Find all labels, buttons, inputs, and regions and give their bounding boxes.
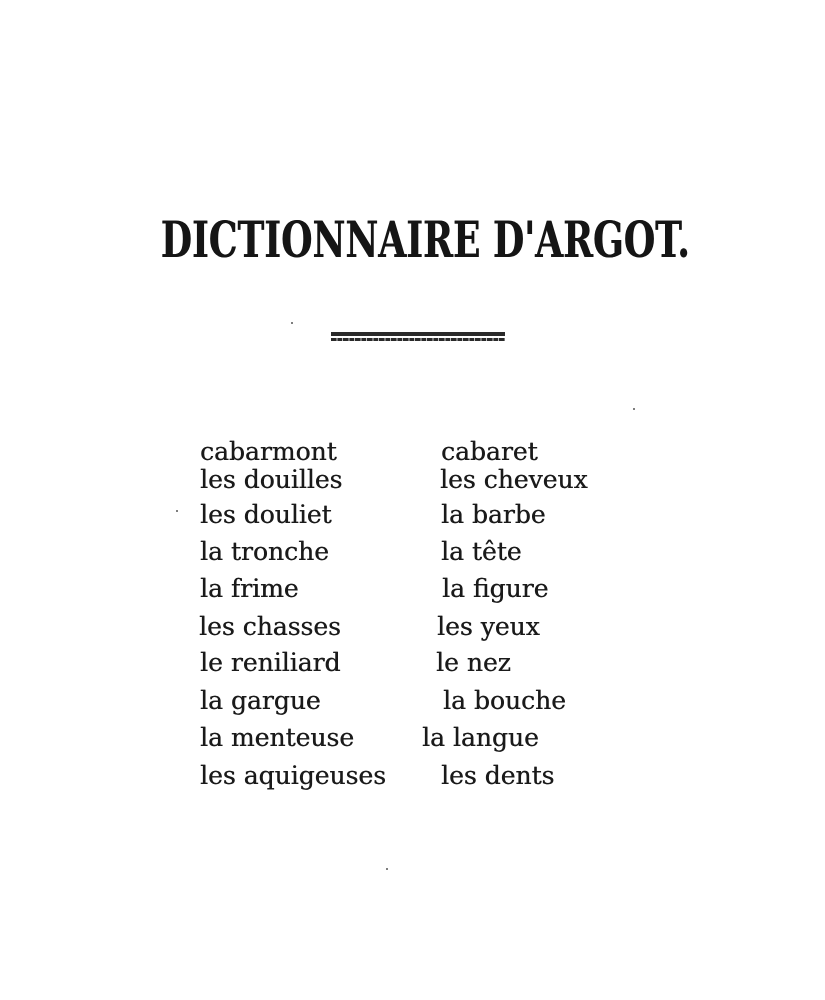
glossary-entry	[0, 647, 825, 683]
french-meaning: la figure	[442, 574, 549, 603]
french-meaning: la bouche	[443, 686, 566, 715]
rule-thick-line	[331, 332, 505, 336]
french-meaning: la barbe	[441, 500, 546, 529]
glossary-entry	[0, 760, 825, 796]
print-speck	[291, 322, 293, 324]
glossary-entry	[0, 611, 825, 647]
glossary-entry	[0, 685, 825, 721]
page-title: DICTIONNAIRE D'ARGOT.	[160, 210, 690, 269]
french-meaning: la langue	[422, 723, 539, 752]
glossary-entry	[0, 499, 825, 535]
french-meaning: les yeux	[437, 612, 540, 641]
argot-term: le reniliard	[200, 648, 341, 677]
rule-thin-line	[331, 338, 505, 341]
glossary-entry	[0, 536, 825, 572]
glossary-entry	[0, 722, 825, 758]
french-meaning: le nez	[436, 648, 511, 677]
argot-term: la menteuse	[200, 723, 355, 752]
glossary-entry	[0, 464, 825, 500]
decorative-rule	[331, 332, 505, 342]
french-meaning: cabaret	[441, 437, 538, 466]
french-meaning: les cheveux	[440, 465, 588, 494]
argot-term: la tronche	[200, 537, 329, 566]
argot-term: cabarmont	[200, 437, 337, 466]
argot-term: les chasses	[199, 612, 341, 641]
french-meaning: les dents	[441, 761, 555, 790]
print-speck	[633, 408, 635, 410]
french-meaning: la tête	[441, 537, 522, 566]
argot-term: la frime	[200, 574, 299, 603]
argot-term: la gargue	[200, 686, 321, 715]
argot-term: les douliet	[200, 500, 332, 529]
argot-term: les douilles	[200, 465, 343, 494]
print-speck	[386, 868, 388, 870]
glossary-entry	[0, 573, 825, 609]
argot-term: les aquigeuses	[200, 761, 386, 790]
